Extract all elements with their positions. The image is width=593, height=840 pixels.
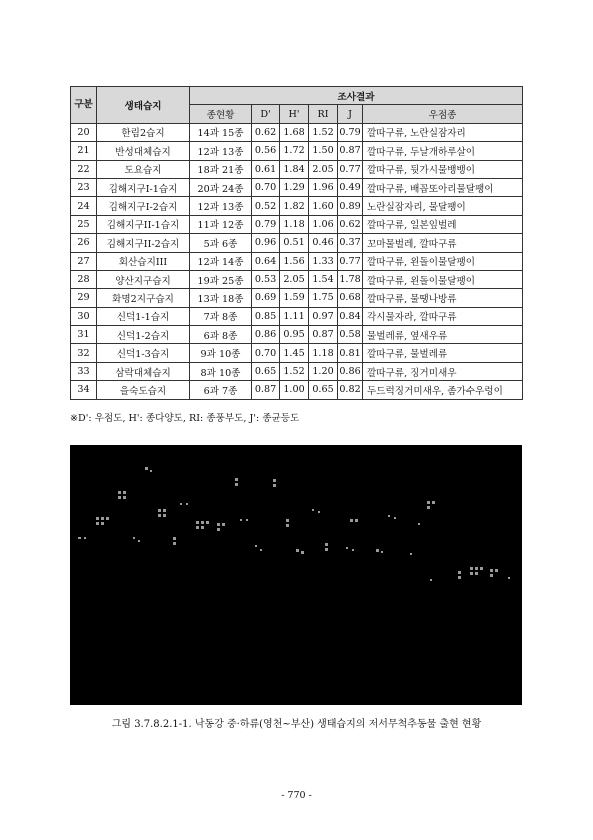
row-diversity: 1.84 (280, 160, 309, 178)
table-row (71, 270, 523, 288)
row-evenness: 0.37 (338, 234, 363, 252)
row-evenness: 0.79 (338, 123, 363, 141)
table-row (71, 178, 523, 196)
row-dominance: 0.64 (252, 252, 280, 270)
row-evenness: 0.87 (338, 142, 363, 160)
row-species-count: 6과 8종 (190, 326, 252, 344)
row-evenness: 0.77 (338, 252, 363, 270)
row-diversity: 1.68 (280, 123, 309, 141)
table-row (71, 123, 523, 141)
row-site-name: 신덕1-2습지 (97, 326, 190, 344)
row-diversity: 1.72 (280, 142, 309, 160)
row-site-name: 반성대체습지 (97, 142, 190, 160)
row-species-count: 12과 14종 (190, 252, 252, 270)
row-evenness: 0.62 (338, 215, 363, 233)
row-species-count: 13과 18종 (190, 289, 252, 307)
table-footnote: ※D': 우점도, H': 종다양도, RI: 종풍부도, J': 종균등도 (70, 413, 300, 424)
row-species-count: 20과 24종 (190, 178, 252, 196)
row-dominance: 0.53 (252, 270, 280, 288)
table-row (71, 289, 523, 307)
row-diversity: 0.95 (280, 326, 309, 344)
row-species-count: 5과 6종 (190, 234, 252, 252)
row-dominant-species: 꼬마물벌레, 깔따구류 (363, 234, 523, 252)
row-dominance: 0.61 (252, 160, 280, 178)
row-site-name: 을숙도습지 (97, 381, 190, 399)
row-dominant-species: 두드럭징거미새우, 좀가수우렁이 (363, 381, 523, 399)
row-evenness: 0.77 (338, 160, 363, 178)
header-dominance: D' (252, 105, 280, 123)
row-diversity: 1.56 (280, 252, 309, 270)
table-row (71, 160, 523, 178)
row-species-count: 7과 8종 (190, 307, 252, 325)
header-site: 생태습지 (97, 87, 190, 124)
row-dominance: 0.87 (252, 381, 280, 399)
row-richness: 1.60 (309, 197, 338, 215)
row-number: 24 (71, 197, 97, 215)
row-species-count: 12과 13종 (190, 197, 252, 215)
row-site-name: 화명2지구습지 (97, 289, 190, 307)
header-evenness: J (338, 105, 363, 123)
row-site-name: 김해지구II-2습지 (97, 234, 190, 252)
row-dominant-species: 깔따구류, 배꼽또아리물달팽이 (363, 178, 523, 196)
row-richness: 1.54 (309, 270, 338, 288)
row-richness: 0.87 (309, 326, 338, 344)
row-dominance: 0.86 (252, 326, 280, 344)
table-row (71, 307, 523, 325)
row-number: 26 (71, 234, 97, 252)
row-diversity: 1.45 (280, 344, 309, 362)
row-site-name: 신덕1-1습지 (97, 307, 190, 325)
row-number: 27 (71, 252, 97, 270)
row-site-name: 양산지구습지 (97, 270, 190, 288)
row-evenness: 0.84 (338, 307, 363, 325)
row-site-name: 김해지구I-2습지 (97, 197, 190, 215)
row-richness: 1.18 (309, 344, 338, 362)
row-dominance: 0.70 (252, 344, 280, 362)
row-richness: 1.33 (309, 252, 338, 270)
row-number: 20 (71, 123, 97, 141)
table-row (71, 252, 523, 270)
row-number: 21 (71, 142, 97, 160)
row-dominance: 0.56 (252, 142, 280, 160)
table-row (71, 142, 523, 160)
row-diversity: 1.18 (280, 215, 309, 233)
row-diversity: 1.59 (280, 289, 309, 307)
table-row (71, 234, 523, 252)
row-richness: 0.46 (309, 234, 338, 252)
row-diversity: 2.05 (280, 270, 309, 288)
header-gubun: 구분 (71, 87, 97, 124)
row-number: 31 (71, 326, 97, 344)
row-dominant-species: 깔따구류, 일본잎벌레 (363, 215, 523, 233)
row-species-count: 14과 15종 (190, 123, 252, 141)
row-number: 32 (71, 344, 97, 362)
table-row (71, 215, 523, 233)
distribution-map-figure (70, 445, 522, 705)
row-diversity: 1.29 (280, 178, 309, 196)
row-diversity: 1.00 (280, 381, 309, 399)
row-site-name: 삼락대체습지 (97, 362, 190, 380)
table-row (71, 381, 523, 399)
table-body (71, 123, 523, 399)
header-richness: RI (309, 105, 338, 123)
row-dominance: 0.62 (252, 123, 280, 141)
table-row (71, 197, 523, 215)
row-dominance: 0.85 (252, 307, 280, 325)
row-site-name: 회산습지III (97, 252, 190, 270)
row-diversity: 0.51 (280, 234, 309, 252)
row-dominance: 0.65 (252, 362, 280, 380)
row-species-count: 18과 21종 (190, 160, 252, 178)
header-species-count: 종현황 (190, 105, 252, 123)
header-dominant-species: 우점종 (363, 105, 523, 123)
row-species-count: 19과 25종 (190, 270, 252, 288)
row-number: 28 (71, 270, 97, 288)
row-species-count: 8과 10종 (190, 362, 252, 380)
row-dominant-species: 깔따구류, 물땡나방류 (363, 289, 523, 307)
row-dominant-species: 깔따구류, 징거미새우 (363, 362, 523, 380)
row-number: 30 (71, 307, 97, 325)
row-evenness: 0.81 (338, 344, 363, 362)
row-species-count: 6과 7종 (190, 381, 252, 399)
row-site-name: 한림2습지 (97, 123, 190, 141)
row-site-name: 도요습지 (97, 160, 190, 178)
row-number: 29 (71, 289, 97, 307)
table-row (71, 344, 523, 362)
row-richness: 1.52 (309, 123, 338, 141)
row-dominant-species: 깔따구류, 두날개하루살이 (363, 142, 523, 160)
row-dominant-species: 각시물자라, 깔따구류 (363, 307, 523, 325)
row-richness: 1.20 (309, 362, 338, 380)
row-diversity: 1.52 (280, 362, 309, 380)
row-richness: 1.50 (309, 142, 338, 160)
figure-caption: 그림 3.7.8.2.1-1. 낙동강 중·하류(영천~부산) 생태습지의 저서무척추동물 출현 현황 (111, 719, 482, 730)
table-row (71, 326, 523, 344)
row-diversity: 1.11 (280, 307, 309, 325)
row-evenness: 0.68 (338, 289, 363, 307)
row-evenness: 0.49 (338, 178, 363, 196)
row-dominance: 0.69 (252, 289, 280, 307)
row-dominance: 0.52 (252, 197, 280, 215)
row-dominant-species: 깔따구류, 물벌레류 (363, 344, 523, 362)
row-dominance: 0.96 (252, 234, 280, 252)
page-number: - 770 - (281, 790, 312, 801)
table-row (71, 362, 523, 380)
row-species-count: 12과 13종 (190, 142, 252, 160)
row-evenness: 0.82 (338, 381, 363, 399)
row-richness: 1.96 (309, 178, 338, 196)
row-number: 34 (71, 381, 97, 399)
row-dominant-species: 노란실잠자리, 물달팽이 (363, 197, 523, 215)
row-richness: 2.05 (309, 160, 338, 178)
row-dominant-species: 깔따구류, 뒷가시물뱅뱅이 (363, 160, 523, 178)
row-dominant-species: 물벌레류, 옆새우류 (363, 326, 523, 344)
row-number: 22 (71, 160, 97, 178)
row-richness: 1.06 (309, 215, 338, 233)
header-survey-result: 조사결과 (190, 87, 523, 105)
row-evenness: 0.58 (338, 326, 363, 344)
row-richness: 1.75 (309, 289, 338, 307)
row-evenness: 0.86 (338, 362, 363, 380)
row-dominance: 0.79 (252, 215, 280, 233)
map-graphic (70, 445, 522, 705)
row-number: 33 (71, 362, 97, 380)
benthic-survey-table (70, 86, 523, 400)
row-evenness: 0.89 (338, 197, 363, 215)
row-dominant-species: 깔따구류, 왼돌이물달팽이 (363, 252, 523, 270)
row-diversity: 1.82 (280, 197, 309, 215)
row-site-name: 김해지구II-1습지 (97, 215, 190, 233)
row-species-count: 11과 12종 (190, 215, 252, 233)
row-site-name: 신덕1-3습지 (97, 344, 190, 362)
row-species-count: 9과 10종 (190, 344, 252, 362)
header-diversity: H' (280, 105, 309, 123)
row-dominant-species: 깔따구류, 노란실잠자리 (363, 123, 523, 141)
row-richness: 0.65 (309, 381, 338, 399)
row-dominance: 0.70 (252, 178, 280, 196)
row-number: 23 (71, 178, 97, 196)
row-number: 25 (71, 215, 97, 233)
row-evenness: 1.78 (338, 270, 363, 288)
row-richness: 0.97 (309, 307, 338, 325)
row-site-name: 김해지구I-1습지 (97, 178, 190, 196)
row-dominant-species: 깔따구류, 왼돌이물달팽이 (363, 270, 523, 288)
